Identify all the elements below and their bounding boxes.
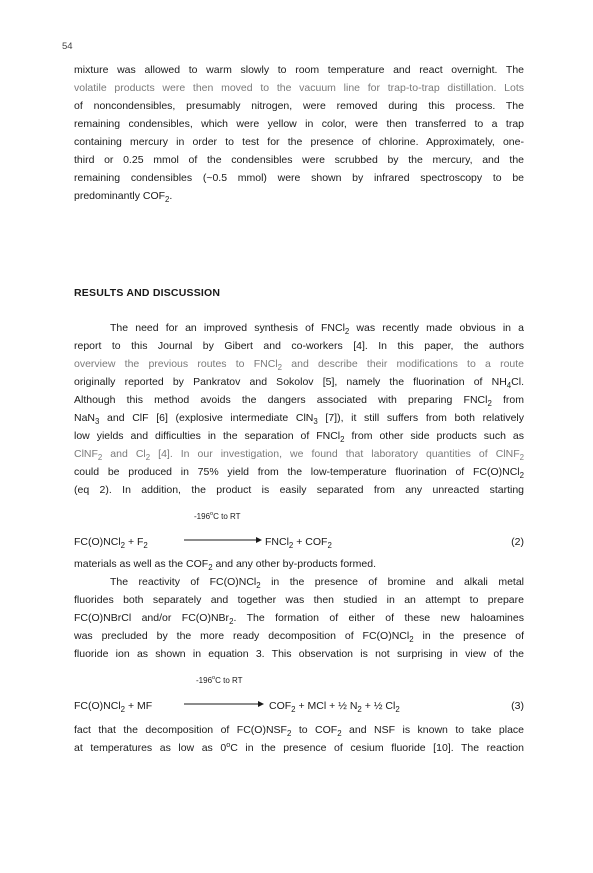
equation-3 [74, 676, 524, 716]
text-line: of noncondensibles, presumably nitrogen, were removed during this process. The [74, 100, 524, 112]
text-line: volatile products were then moved to the vacuum line for trap-to-trap distillation. Lots [74, 82, 524, 94]
text-line: containing mercury in order to test for the presence of chlorine. Approximately, one- [74, 136, 524, 148]
page-number: 54 [62, 41, 73, 52]
text-line: at temperatures as low as 0$^o$C in the presence of cesium fluoride [10]. The reaction [74, 740, 524, 754]
text-line: Although this method avoids the dangers associated with preparing FNCl$_2$ from [74, 394, 525, 408]
text-line: The reactivity of FC(O)NCl$_2$ in the presence of bromine and alkali metal [110, 576, 524, 590]
text-line: fact that the decomposition of $FC(O)NSF_2$ to $COF_2$ and NSF is known to take place [74, 724, 524, 738]
equation-number: (2) [511, 536, 524, 548]
text-line: fluorides both separately and together was then studied in an attempt to prepare [74, 594, 524, 606]
equation-products: $COF_2$ + MCl + ½ $N_2$ + ½ $Cl_2$ [269, 700, 400, 714]
text-line: low yields and difficulties in the separation of FNCl$_2$ from other side products such as [74, 430, 524, 444]
text-line: predominantly $COF_2$. [74, 190, 173, 204]
text-line: FC(O)NBrCl and/or FC(O)NBr$_2$. The formation of either of these new haloamines [74, 612, 524, 626]
text-line: could be produced in 75% yield from the low-temperature fluorination of FC(O)NCl$_2$ [74, 466, 524, 480]
equation-reactants: $FC(O)NCl_2 + F_2$ [74, 536, 148, 550]
text-line: report to this Journal by Gibert and co-workers [4]. In this paper, the authors [74, 340, 524, 352]
text-line: materials as well as the $COF_2$ and any other by-products formed. [74, 558, 377, 572]
text-line: mixture was allowed to warm slowly to room temperature and react overnight. The [74, 64, 524, 76]
text-line: originally reported by Pankratov and Sokolov [5], namely the fluorination of $NH_4Cl$. [74, 376, 524, 390]
text-line: ClNF$_2$ and $Cl_2$ [4]. In our investigation, we found that laboratory quantities of ClNF$_2$ [74, 448, 524, 462]
equation-number: (3) [511, 700, 524, 712]
reaction-condition: -196$^o$C to RT [196, 675, 243, 685]
section-heading: RESULTS AND DISCUSSION [74, 287, 221, 299]
reaction-arrow-icon [184, 536, 262, 544]
equation-products: FNCl$_2$ + $COF_2$ [265, 536, 332, 550]
text-line: remaining condensibles (~0.5 mmol) were shown by infrared spectroscopy to be [74, 172, 524, 184]
equation-reactants: FC(O)NCl$_2$ + MF [74, 700, 153, 714]
equation-2 [74, 512, 524, 552]
text-line: remaining condensibles, which were yellow in color, were then transferred to a trap [74, 118, 524, 130]
reaction-arrow-icon [184, 700, 264, 708]
text-line: fluoride ion as shown in equation 3. This observation is not surprising in view of the [74, 648, 524, 660]
reaction-condition: -196$^o$C to RT [194, 511, 241, 521]
text-line: overview the previous routes to FNCl$_2$ and describe their modifications to a route [74, 358, 525, 372]
text-line: (eq 2). In addition, the product is easily separated from any unreacted starting [74, 484, 524, 496]
text-line: NaN$_3$ and ClF [6] (explosive intermediate ClN$_3$ [7]), it still suffers from both relatively [74, 412, 524, 426]
text-line: third or 0.25 mmol of the condensibles were scrubbed by the mercury, and the [74, 154, 524, 166]
text-line: The need for an improved synthesis of FNCl$_2$ was recently made obvious in a [110, 322, 524, 336]
text-line: was precluded by the more ready decomposition of FC(O)NCl$_2$ in the presence of [74, 630, 525, 644]
